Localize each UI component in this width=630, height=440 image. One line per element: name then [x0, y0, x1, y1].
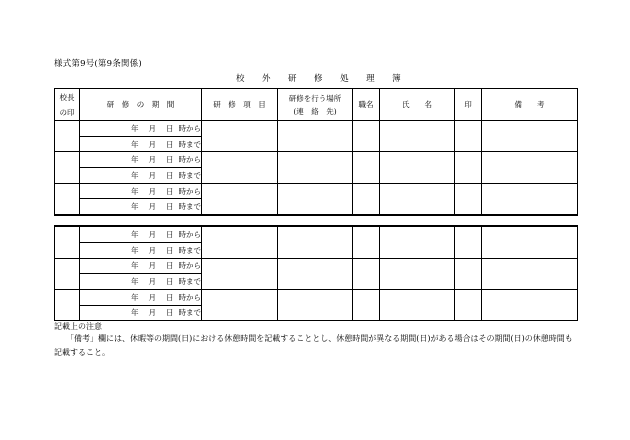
- period-cell[interactable]: [80, 289, 202, 305]
- day-unit: 日: [166, 155, 174, 165]
- month-unit: 月: [148, 229, 156, 239]
- header-items: 研 修 項 目: [202, 89, 278, 121]
- month-unit: 月: [148, 202, 156, 212]
- year-unit: 年: [131, 261, 139, 271]
- place-cell[interactable]: [278, 289, 353, 320]
- title-char: 簿: [392, 74, 401, 84]
- time-suffix: 時から: [178, 229, 201, 239]
- notes-body: 「備考」欄には、休暇等の期間(日)における休憩時間を記載することとし、休憩時間が異なる期間(日)がある場合はその期間(日)の休憩時間も記載すること。: [54, 334, 573, 357]
- day-unit: 日: [166, 277, 174, 287]
- items-cell[interactable]: [202, 258, 278, 289]
- principal-seal-cell[interactable]: [55, 289, 80, 320]
- period-cell[interactable]: [80, 168, 202, 184]
- separator-cell: [55, 215, 578, 226]
- day-unit: 日: [166, 170, 174, 180]
- notes-title: 記載上の注意: [54, 322, 102, 331]
- seal-cell[interactable]: [455, 183, 482, 215]
- period-cell[interactable]: [80, 199, 202, 215]
- items-cell[interactable]: [202, 226, 278, 258]
- day-unit: 日: [166, 245, 174, 255]
- items-cell[interactable]: [202, 183, 278, 215]
- month-unit: 月: [148, 139, 156, 149]
- year-unit: 年: [131, 155, 139, 165]
- title-char: 理: [366, 74, 375, 84]
- entry-row: [55, 152, 578, 168]
- title-char: 外: [262, 74, 271, 84]
- year-unit: 年: [131, 229, 139, 239]
- title-char: 校: [236, 74, 245, 84]
- month-unit: 月: [148, 155, 156, 165]
- entry-row: [55, 258, 578, 274]
- section-separator: [55, 215, 578, 226]
- remarks-cell[interactable]: [482, 289, 578, 320]
- header-seal: 印: [455, 89, 482, 121]
- entry-row: [55, 183, 578, 199]
- place-cell[interactable]: [278, 152, 353, 183]
- name-cell[interactable]: [380, 289, 455, 320]
- header-name: 氏 名: [380, 89, 455, 121]
- period-cell[interactable]: [80, 183, 202, 199]
- name-cell[interactable]: [380, 183, 455, 215]
- place-cell[interactable]: [278, 226, 353, 258]
- document-title: [236, 72, 401, 84]
- time-suffix: 時まで: [178, 202, 201, 212]
- entry-row: [55, 289, 578, 305]
- entry-row: [55, 226, 578, 242]
- form-number-label: 様式第9号(第9条関係): [54, 59, 142, 69]
- header-row: [55, 89, 578, 121]
- month-unit: 月: [148, 186, 156, 196]
- month-unit: 月: [148, 261, 156, 271]
- month-unit: 月: [148, 308, 156, 318]
- year-unit: 年: [131, 277, 139, 287]
- position-cell[interactable]: [353, 121, 380, 152]
- table-body: [55, 121, 578, 321]
- time-suffix: 時から: [178, 123, 201, 133]
- principal-seal-cell[interactable]: [55, 226, 80, 258]
- period-cell[interactable]: [80, 258, 202, 274]
- name-cell[interactable]: [380, 226, 455, 258]
- remarks-cell[interactable]: [482, 226, 578, 258]
- time-suffix: 時まで: [178, 245, 201, 255]
- time-suffix: 時から: [178, 186, 201, 196]
- principal-seal-cell[interactable]: [55, 258, 80, 289]
- year-unit: 年: [131, 139, 139, 149]
- period-cell[interactable]: [80, 242, 202, 258]
- seal-cell[interactable]: [455, 289, 482, 320]
- principal-seal-cell[interactable]: [55, 152, 80, 183]
- place-cell[interactable]: [278, 258, 353, 289]
- day-unit: 日: [166, 308, 174, 318]
- seal-cell[interactable]: [455, 258, 482, 289]
- year-unit: 年: [131, 123, 139, 133]
- header-position: 職名: [353, 89, 380, 121]
- day-unit: 日: [166, 139, 174, 149]
- time-suffix: 時から: [178, 292, 201, 302]
- year-unit: 年: [131, 186, 139, 196]
- period-cell[interactable]: [80, 226, 202, 242]
- name-cell[interactable]: [380, 152, 455, 183]
- seal-cell[interactable]: [455, 226, 482, 258]
- period-cell[interactable]: [80, 136, 202, 152]
- header-remarks: 備 考: [482, 89, 578, 121]
- day-unit: 日: [166, 292, 174, 302]
- year-unit: 年: [131, 245, 139, 255]
- time-suffix: 時から: [178, 155, 201, 165]
- day-unit: 日: [166, 202, 174, 212]
- time-suffix: 時まで: [178, 170, 201, 180]
- remarks-cell[interactable]: [482, 183, 578, 215]
- remarks-cell[interactable]: [482, 258, 578, 289]
- year-unit: 年: [131, 170, 139, 180]
- month-unit: 月: [148, 292, 156, 302]
- day-unit: 日: [166, 261, 174, 271]
- title-char: 処: [340, 74, 349, 84]
- period-cell[interactable]: [80, 121, 202, 137]
- header-place-line2: (連 絡 先): [293, 106, 337, 116]
- year-unit: 年: [131, 202, 139, 212]
- principal-seal-cell[interactable]: [55, 121, 80, 152]
- period-cell[interactable]: [80, 305, 202, 321]
- position-cell[interactable]: [353, 289, 380, 320]
- position-cell[interactable]: [353, 152, 380, 183]
- header-principal-seal: 校長の印: [55, 89, 80, 121]
- header-period: 研 修 の 期 間: [80, 89, 202, 121]
- name-cell[interactable]: [380, 121, 455, 152]
- day-unit: 日: [166, 229, 174, 239]
- day-unit: 日: [166, 123, 174, 133]
- items-cell[interactable]: [202, 152, 278, 183]
- items-cell[interactable]: [202, 289, 278, 320]
- month-unit: 月: [148, 123, 156, 133]
- title-char: 研: [288, 74, 297, 84]
- day-unit: 日: [166, 186, 174, 196]
- remarks-cell[interactable]: [482, 121, 578, 152]
- time-suffix: 時まで: [178, 308, 201, 318]
- month-unit: 月: [148, 245, 156, 255]
- header-place: [278, 89, 353, 121]
- title-char: 修: [314, 74, 323, 84]
- position-cell[interactable]: [353, 258, 380, 289]
- items-cell[interactable]: [202, 121, 278, 152]
- period-cell[interactable]: [80, 274, 202, 290]
- principal-seal-cell[interactable]: [55, 183, 80, 215]
- time-suffix: 時まで: [178, 139, 201, 149]
- remarks-cell[interactable]: [482, 152, 578, 183]
- month-unit: 月: [148, 277, 156, 287]
- position-cell[interactable]: [353, 226, 380, 258]
- seal-cell[interactable]: [455, 121, 482, 152]
- period-cell[interactable]: [80, 152, 202, 168]
- place-cell[interactable]: [278, 121, 353, 152]
- time-suffix: 時から: [178, 261, 201, 271]
- year-unit: 年: [131, 308, 139, 318]
- seal-cell[interactable]: [455, 152, 482, 183]
- training-register-table: [54, 88, 578, 321]
- month-unit: 月: [148, 170, 156, 180]
- year-unit: 年: [131, 292, 139, 302]
- entry-row: [55, 121, 578, 137]
- name-cell[interactable]: [380, 258, 455, 289]
- time-suffix: 時まで: [178, 277, 201, 287]
- header-place-line1: 研修を行う場所: [288, 93, 342, 103]
- position-cell[interactable]: [353, 183, 380, 215]
- place-cell[interactable]: [278, 183, 353, 215]
